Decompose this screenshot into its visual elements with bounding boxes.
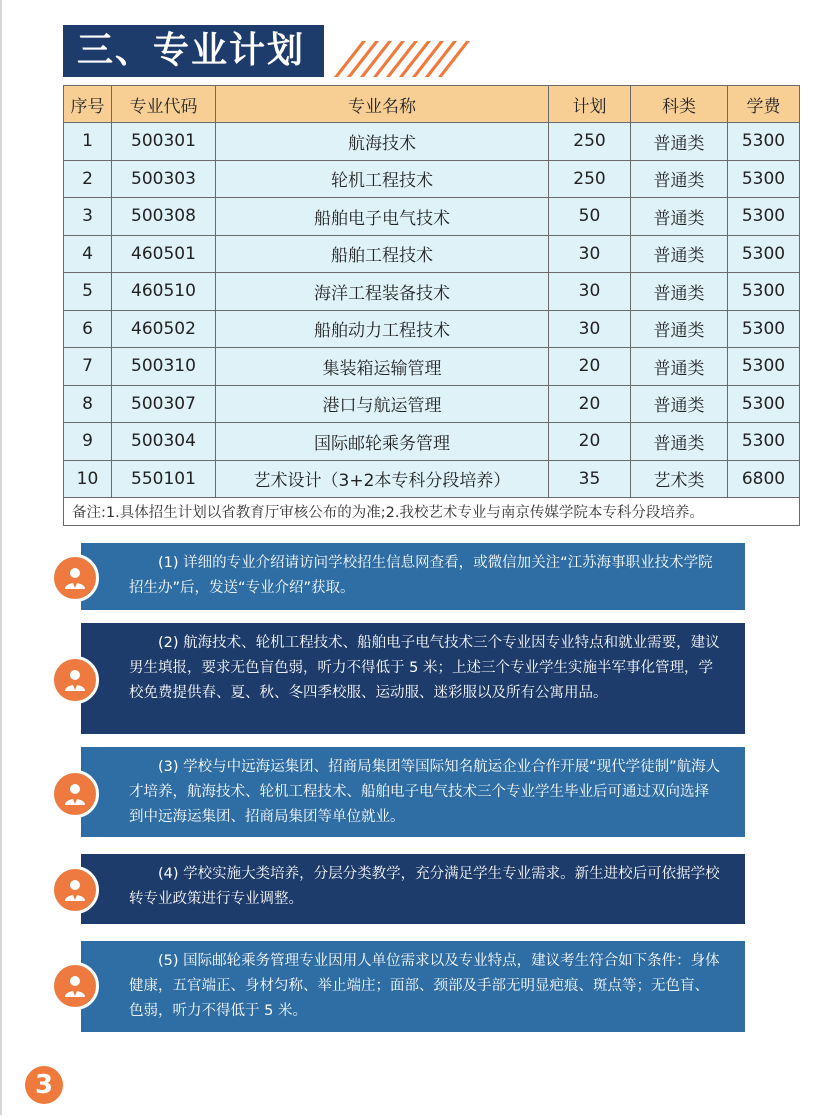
cell-index: 6: [64, 310, 112, 348]
cell-category: 普通类: [631, 385, 728, 423]
cell-index: 7: [64, 348, 112, 386]
cell-code: 500307: [112, 385, 216, 423]
cell-plan: 250: [549, 160, 631, 198]
table-row: [64, 273, 800, 311]
note-text-1: (1) 详细的专业介绍请访问学校招生信息网查看，或微信加关注“江苏海事职业技术学院招生办”后，发送“专业介绍”获取。: [129, 555, 713, 596]
cell-tuition: 5300: [728, 310, 800, 348]
person-icon: [51, 554, 99, 602]
table-row: [64, 348, 800, 386]
cell-index: 2: [64, 160, 112, 198]
table-row: [64, 198, 800, 236]
cell-plan: 30: [549, 273, 631, 311]
table-header-row: [64, 86, 800, 123]
cell-category: 普通类: [631, 423, 728, 461]
cell-code: 500304: [112, 423, 216, 461]
cell-code: 460502: [112, 310, 216, 348]
cell-plan: 20: [549, 348, 631, 386]
cell-code: 460510: [112, 273, 216, 311]
cell-tuition: 5300: [728, 273, 800, 311]
cell-index: 10: [64, 460, 112, 498]
cell-code: 500308: [112, 198, 216, 236]
table-row: [64, 310, 800, 348]
table-row: [64, 385, 800, 423]
cell-category: 普通类: [631, 198, 728, 236]
cell-index: 3: [64, 198, 112, 236]
cell-index: 5: [64, 273, 112, 311]
cell-major-name: 海洋工程装备技术: [216, 273, 549, 311]
cell-tuition: 6800: [728, 460, 800, 498]
cell-major-name: 轮机工程技术: [216, 160, 549, 198]
cell-index: 9: [64, 423, 112, 461]
header-code: 专业代码: [112, 86, 216, 123]
table-row: [64, 235, 800, 273]
cell-major-name: 艺术设计（3+2本专科分段培养）: [216, 460, 549, 498]
note-box-5: [81, 941, 745, 1032]
cell-plan: 20: [549, 423, 631, 461]
cell-tuition: 5300: [728, 235, 800, 273]
cell-category: 普通类: [631, 273, 728, 311]
cell-tuition: 5300: [728, 123, 800, 161]
cell-major-name: 船舶电子电气技术: [216, 198, 549, 236]
cell-index: 1: [64, 123, 112, 161]
cell-category: 艺术类: [631, 460, 728, 498]
header-plan: 计划: [549, 86, 631, 123]
decorative-stripes: [336, 41, 456, 77]
cell-major-name: 国际邮轮乘务管理: [216, 423, 549, 461]
table-note-row: [64, 498, 800, 526]
note-box-1: [81, 543, 745, 610]
table-row: [64, 123, 800, 161]
cell-plan: 30: [549, 310, 631, 348]
note-text-4: (4) 学校实施大类培养，分层分类教学，充分满足学生专业需求。新生进校后可依据学校转专业政策进行专业调整。: [129, 866, 720, 907]
header-major-name: 专业名称: [216, 86, 549, 123]
cell-category: 普通类: [631, 160, 728, 198]
header-tuition: 学费: [728, 86, 800, 123]
table-note: 备注:1.具体招生计划以省教育厅审核公布的为准;2.我校艺术专业与南京传媒学院本专科分段培养。: [64, 498, 800, 526]
cell-plan: 250: [549, 123, 631, 161]
cell-category: 普通类: [631, 123, 728, 161]
cell-code: 500303: [112, 160, 216, 198]
section-title: 三、专业计划: [63, 25, 324, 77]
major-plan-table: [63, 85, 800, 526]
cell-code: 500310: [112, 348, 216, 386]
note-text-5: (5) 国际邮轮乘务管理专业因用人单位需求以及专业特点，建议考生符合如下条件：身体健康，五官端正、身材匀称、举止端庄；面部、颈部及手部无明显疤痕、斑点等；无色盲、色弱，听力不得低于 5 米。: [129, 953, 720, 1019]
note-box-4: [81, 854, 745, 924]
table-row: [64, 460, 800, 498]
cell-tuition: 5300: [728, 385, 800, 423]
table-row: [64, 423, 800, 461]
cell-plan: 35: [549, 460, 631, 498]
person-icon: [51, 866, 99, 914]
note-text-2: (2) 航海技术、轮机工程技术、船舶电子电气技术三个专业因专业特点和就业需要，建议男生填报，要求无色盲色弱，听力不得低于 5 米；上述三个专业学生实施半军事化管理，学校免费提供春、夏、秋、冬四季校服、运动服、迷彩服以及所有公寓用品。: [129, 635, 720, 701]
cell-code: 460501: [112, 235, 216, 273]
cell-major-name: 港口与航运管理: [216, 385, 549, 423]
cell-category: 普通类: [631, 235, 728, 273]
header-category: 科类: [631, 86, 728, 123]
cell-index: 8: [64, 385, 112, 423]
cell-index: 4: [64, 235, 112, 273]
note-text-3: (3) 学校与中远海运集团、招商局集团等国际知名航运企业合作开展“现代学徒制”航海人才培养，航海技术、轮机工程技术、船舶电子电气技术三个专业学生毕业后可通过双向选择到中远海运集团、招商局集团等单位就业。: [129, 759, 721, 825]
cell-code: 550101: [112, 460, 216, 498]
cell-tuition: 5300: [728, 198, 800, 236]
person-icon: [51, 770, 99, 818]
cell-tuition: 5300: [728, 160, 800, 198]
cell-tuition: 5300: [728, 348, 800, 386]
cell-major-name: 船舶动力工程技术: [216, 310, 549, 348]
cell-major-name: 船舶工程技术: [216, 235, 549, 273]
cell-plan: 20: [549, 385, 631, 423]
header-index: 序号: [64, 86, 112, 123]
cell-plan: 50: [549, 198, 631, 236]
cell-plan: 30: [549, 235, 631, 273]
cell-major-name: 集装箱运输管理: [216, 348, 549, 386]
note-box-2: [81, 623, 745, 734]
note-box-3: [81, 747, 745, 837]
table-row: [64, 160, 800, 198]
page-number: 3: [25, 1066, 63, 1104]
cell-major-name: 航海技术: [216, 123, 549, 161]
person-icon: [51, 656, 99, 704]
cell-code: 500301: [112, 123, 216, 161]
cell-category: 普通类: [631, 348, 728, 386]
cell-category: 普通类: [631, 310, 728, 348]
person-icon: [51, 962, 99, 1010]
cell-tuition: 5300: [728, 423, 800, 461]
